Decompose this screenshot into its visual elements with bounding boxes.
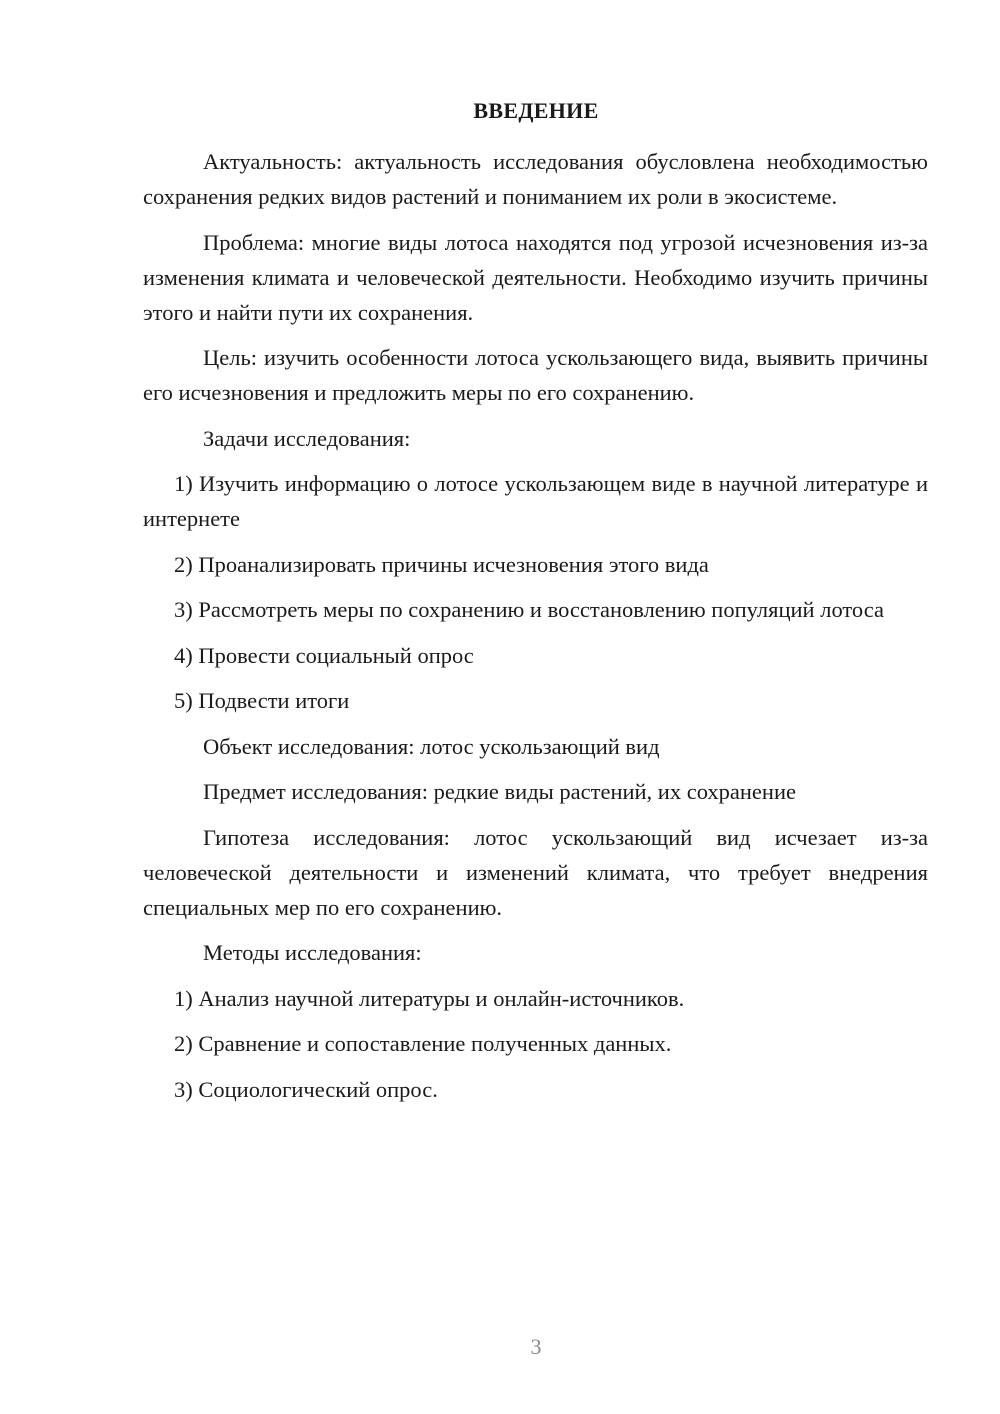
task-item-1: 1) Изучить информацию о лотосе ускользающем виде в научной литературе и интернете: [143, 471, 928, 531]
document-body: [143, 144, 928, 1117]
paragraph-methods-heading: Методы исследования:: [203, 940, 422, 965]
paragraph-problem: Проблема: многие виды лотоса находятся под угрозой исчезновения из-за изменения климата и человеческой деятельности. Необходимо изучить причины этого и найти пути их сохранения.: [143, 229, 928, 325]
paragraph-tasks-heading: Задачи исследования:: [203, 425, 411, 451]
page-number: 3: [530, 1334, 542, 1359]
task-item-2: 2) Проанализировать причины исчезновения этого вида: [174, 551, 709, 577]
method-item-2: 2) Сравнение и сопоставление полученных данных.: [174, 1031, 672, 1056]
method-item-3: 3) Социологический опрос.: [174, 1076, 438, 1102]
task-item-3: 3) Рассмотреть меры по сохранению и восстановлению популяций лотоса: [174, 597, 884, 622]
task-item-4: 4) Провести социальный опрос: [174, 642, 474, 668]
method-item-1: 1) Анализ научной литературы и онлайн-источников.: [174, 985, 685, 1011]
paragraph-hypothesis: Гипотеза исследования: лотос ускользающий вид исчезает из-за человеческой деятельности и изменений климата, что требует внедрения специальных мер по его сохранению.: [143, 824, 928, 920]
task-item-5: 5) Подвести итоги: [174, 688, 350, 713]
paragraph-relevance: Актуальность: актуальность исследования обусловлена необходимостью сохранения редких видов растений и пониманием их роли в экосистеме.: [143, 149, 928, 209]
paragraph-goal: Цель: изучить особенности лотоса ускользающего вида, выявить причины его исчезновения и предложить меры по его сохранению.: [143, 345, 928, 405]
page-title: ВВЕДЕНИЕ: [473, 98, 599, 123]
paragraph-object: Объект исследования: лотос ускользающий вид: [203, 733, 660, 759]
paragraph-subject: Предмет исследования: редкие виды растений, их сохранение: [203, 779, 796, 804]
